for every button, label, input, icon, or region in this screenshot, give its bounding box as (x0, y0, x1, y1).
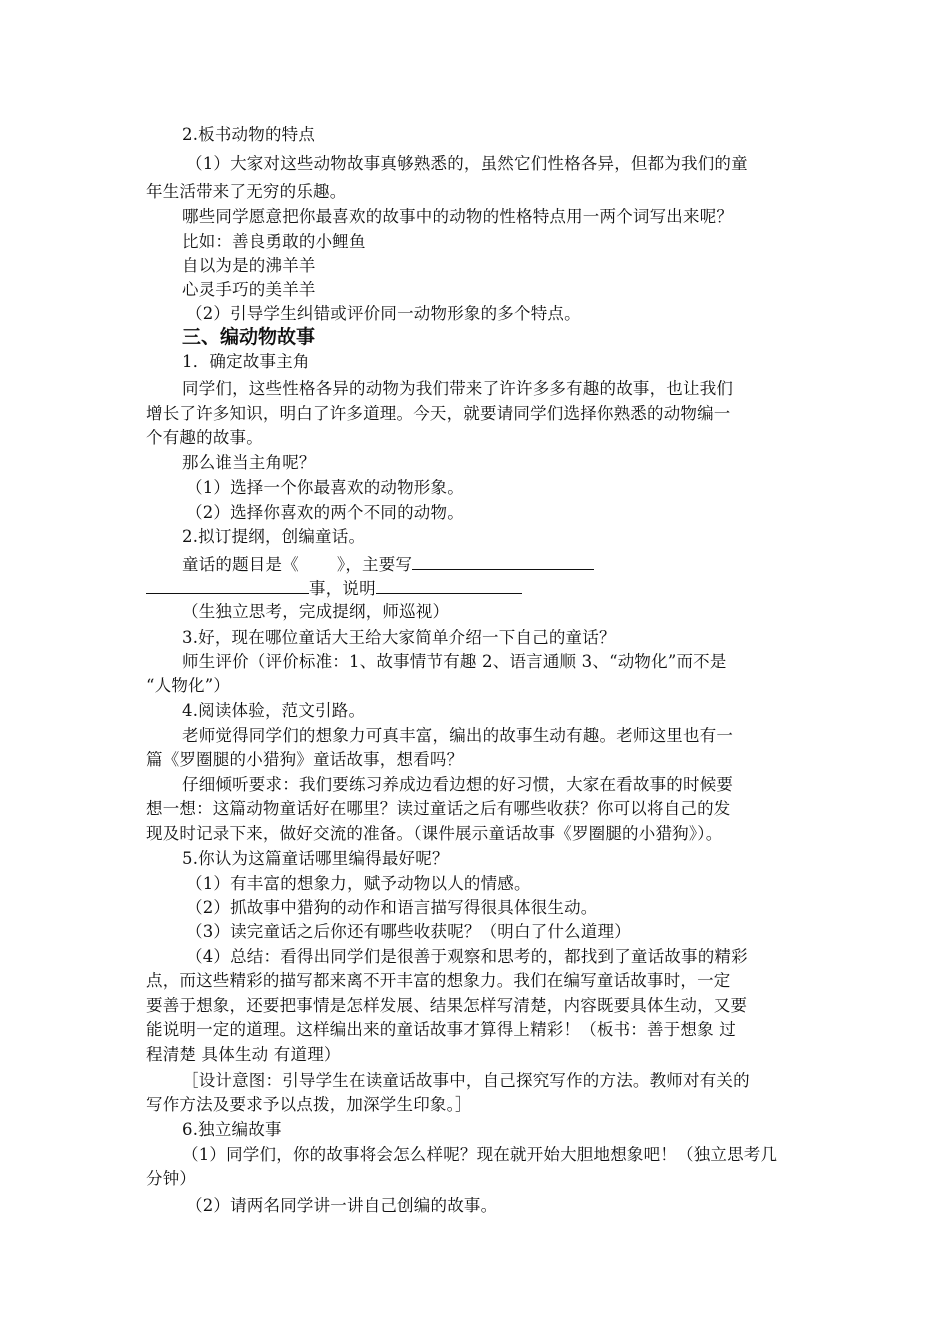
title-blank (299, 554, 337, 570)
text-line: 仔细倾听要求：我们要练习养成边看边想的好习惯，大家在看故事的时候要 (182, 775, 734, 794)
text-line: （1）选择一个你最喜欢的动物形象。 (186, 478, 464, 497)
text-line: 同学们，这些性格各异的动物为我们带来了许许多多有趣的故事，也让我们 (182, 379, 734, 398)
text-line: （2）引导学生纠错或评价同一动物形象的多个特点。 (186, 304, 581, 323)
text-line: 那么谁当主角呢？ (182, 453, 316, 472)
outline-line (182, 553, 594, 575)
text-line: 师生评价（评价标准：1、故事情节有趣 2、语言通顺 3、“动物化”而不是 (182, 652, 727, 671)
meaning-blank (376, 577, 522, 594)
text-line: 篇《罗圈腿的小猎狗》童话故事，想看吗？ (146, 750, 464, 769)
outline-main-label: 》，主要写 (336, 555, 413, 574)
text-line: （1）同学们，你的故事将会怎么样呢？现在就开始大胆地想象吧！（独立思考几 (182, 1145, 778, 1164)
text-line: （4）总结：看得出同学们是很善于观察和思考的，都找到了童话故事的精彩 (186, 947, 748, 966)
text-line: 5.你认为这篇童话哪里编得最好呢？ (182, 849, 449, 868)
outline-explain-label: 事，说明 (309, 579, 376, 598)
text-line: 想一想：这篇动物童话好在哪里？读过童话之后有哪些收获？你可以将自己的发 (146, 799, 731, 818)
text-line: （1）大家对这些动物故事真够熟悉的，虽然它们性格各异，但都为我们的童 (186, 154, 748, 173)
text-line: 程清楚 具体生动 有道理） (146, 1045, 341, 1064)
text-line: 心灵手巧的美羊羊 (182, 280, 316, 299)
text-line: 6.独立编故事 (182, 1120, 282, 1139)
text-line: 能说明一定的道理。这样编出来的童话故事才算得上精彩！（板书：善于想象 过 (146, 1020, 736, 1039)
text-line: 年生活带来了无穷的乐趣。 (146, 182, 347, 201)
text-line: （1）有丰富的想象力，赋予动物以人的情感。 (186, 874, 531, 893)
text-line: 要善于想象，还要把事情是怎样发展、结果怎样写清楚，内容既要具体生动，又要 (146, 996, 748, 1015)
text-line: ［设计意图：引导学生在读童话故事中，自己探究写作的方法。教师对有关的 (182, 1071, 750, 1090)
text-line: 写作方法及要求予以点拨，加深学生印象。］ (146, 1095, 472, 1114)
text-line: 1．确定故事主角 (182, 352, 310, 371)
text-line: 分钟） (146, 1169, 197, 1188)
text-line: 自以为是的沸羊羊 (182, 256, 316, 275)
event-blank (146, 577, 309, 594)
text-line: （2）请两名同学讲一讲自己创编的故事。 (186, 1196, 498, 1215)
section-heading: 三、编动物故事 (182, 326, 316, 348)
main-content-blank (412, 553, 594, 570)
text-line: 2.板书动物的特点 (182, 125, 316, 144)
text-line: 3.好，现在哪位童话大王给大家简单介绍一下自己的童话？ (182, 628, 616, 647)
text-line: 点，而这些精彩的描写都来离不开丰富的想象力。我们在编写童话故事时，一定 (146, 971, 731, 990)
text-line: 增长了许多知识，明白了许多道理。今天，就要请同学们选择你熟悉的动物编一 (146, 404, 731, 423)
outline-line (146, 577, 522, 599)
text-line: （生独立思考，完成提纲，师巡视） (182, 602, 450, 621)
text-line: （3）读完童话之后你还有哪些收获呢？（明白了什么道理） (186, 922, 631, 941)
text-line: 现及时记录下来，做好交流的准备。（课件展示童话故事《罗圈腿的小猎狗》）。 (146, 824, 723, 843)
text-line: 老师觉得同学们的想象力可真丰富，编出的故事生动有趣。老师这里也有一 (182, 726, 734, 745)
text-line: （2）抓故事中猎狗的动作和语言描写得很具体很生动。 (186, 898, 598, 917)
text-line: 哪些同学愿意把你最喜欢的故事中的动物的性格特点用一两个词写出来呢？ (182, 207, 734, 226)
text-line: 个有趣的故事。 (146, 428, 263, 447)
text-line: 2.拟订提纲，创编童话。 (182, 527, 366, 546)
text-line: （2）选择你喜欢的两个不同的动物。 (186, 503, 464, 522)
text-line: 4.阅读体验，范文引路。 (182, 701, 366, 720)
outline-title-prefix: 童话的题目是《 (182, 555, 299, 574)
text-line: “人物化”） (146, 676, 231, 695)
text-line: 比如：善良勇敢的小鲤鱼 (182, 232, 366, 251)
